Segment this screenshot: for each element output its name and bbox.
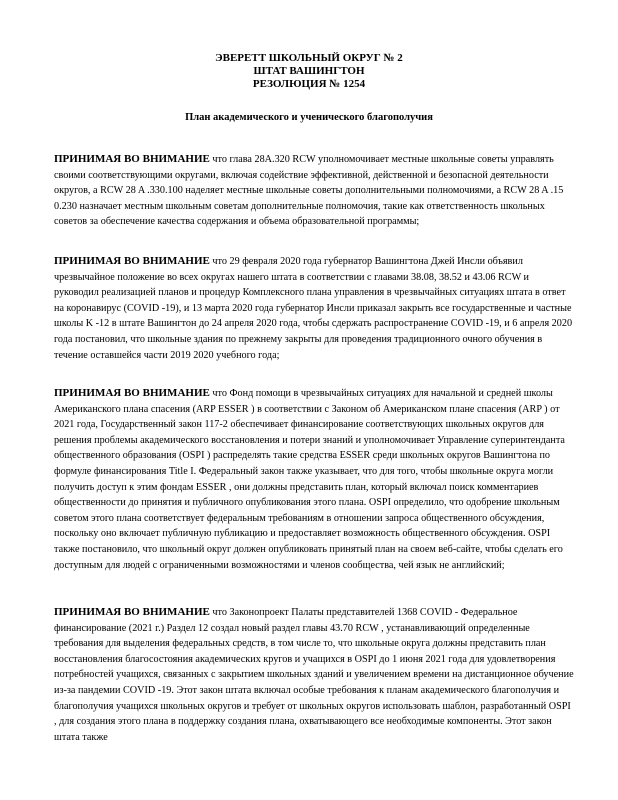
paragraph-text: что глава 28А.320 RCW уполномочивает местные школьные советы управлять своими соответствующими округами, включая содействие эффективной, действенной и безопасной деятельности округов, а RCW 28 A .330.100 наделяет местные школьные советы дополнительными полномочиями, а RCW 28 A .15 0.230 назначает местным школьным советам дополнительные полномочия, такие как ответственность школьных советов за обеспечение качества содержания и объема образовательной программы; — [54, 154, 564, 228]
paragraph-text: что Законопроект Палаты представителей 1368 COVID - Федеральное финансирование (2021 г.) Раздел 12 создал новый раздел главы 43.70 RCW , устанавливающий определенные требования для выделения федеральных средств, в том числе то, что школьные округа должны представить план восстановления благосостояния академических кругов и учащихся в OSPI до 1 июня 2021 года для удовлетворения потребностей учащихся, связанных с закрытием школьных зданий и увеличением времени на дистанционное обучение из-за пандемии COVID -19. Этот закон штата включал особые требования к планам академического благополучия и благополучия учащихся школьных округов и требует от школьных округов использовать шаблон, разработанный OSPI , для создания этого плана в поддержку создания плана, охватывающего все необходимые компоненты. Этот закон штата также — [54, 607, 574, 743]
whereas-lead: ПРИНИМАЯ ВО ВНИМАНИЕ — [54, 255, 210, 267]
whereas-paragraph — [54, 152, 574, 230]
whereas-paragraph — [54, 254, 574, 363]
resolution-number: РЕЗОЛЮЦИЯ № 1254 — [252, 78, 366, 90]
paragraph-text: что 29 февраля 2020 года губернатор Вашингтона Джей Инсли объявил чрезвычайное положение во всех округах нашего штата в соответствии с главами 38.08, 38.52 и 43.06 RCW и руководил реализацией планов и процедур Комплексного плана управления в чрезвычайных ситуациях штата в ответ на коронавирус (COVID -19), и 13 марта 2020 года губернатор Инсли приказал закрыть все государственные и частные школы K -12 в штате Вашингтон до 24 апреля 2020 года, чтобы сдержать распространение COVID -19, и 6 апреля 2020 года постановил, что школьные здания по прежнему закрыты для проведения традиционного очного обучения в течение оставшейся части 2019 2020 учебного года; — [54, 256, 573, 361]
whereas-lead: ПРИНИМАЯ ВО ВНИМАНИЕ — [54, 387, 210, 399]
whereas-lead: ПРИНИМАЯ ВО ВНИМАНИЕ — [54, 606, 210, 618]
resolution-header — [0, 52, 618, 91]
state-name: ШТАТ ВАШИНГТОН — [253, 65, 365, 77]
document-title: План академического и ученического благополучия — [185, 112, 433, 123]
whereas-lead: ПРИНИМАЯ ВО ВНИМАНИЕ — [54, 153, 210, 165]
whereas-paragraph — [54, 386, 574, 573]
paragraph-text: что Фонд помощи в чрезвычайных ситуациях для начальной и средней школы Американского плана спасения (ARP ESSER ) в соответствии с Законом об Американском плане спасения (ARP ) от 2021 года, Государственный закон 117-2 обеспечивает финансирование соответствующих школьных округов для решения проблемы академического восстановления и потери знаний и уполномочивает Управление суперинтенданта общественного образования (OSPI ) распределять такие средства ESSER среди школьных округов Вашингтона по формуле финансирования Title I. Федеральный закон также указывает, что для того, чтобы школьные округа могли получить доступ к этим фондам ESSER , они должны представить план, который включал поиск комментариев общественности до принятия и публичного опубликования этого плана. OSPI определило, что одобрение школьным советом этого плана соответствует федеральным требованиям в отношении запроса общественного обсуждения, поскольку оно включает публичную публикацию и предоставляет возможность общественного обсуждения. OSPI также постановило, что школьный округ должен опубликовать принятый план на своем веб-сайте, чтобы сделать его доступным для людей с ограниченными возможностями и членов сообщества, чей язык не английский; — [54, 388, 565, 571]
whereas-paragraph — [54, 605, 574, 745]
district-name: ЭВЕРЕТТ ШКОЛЬНЫЙ ОКРУГ № 2 — [215, 52, 403, 64]
